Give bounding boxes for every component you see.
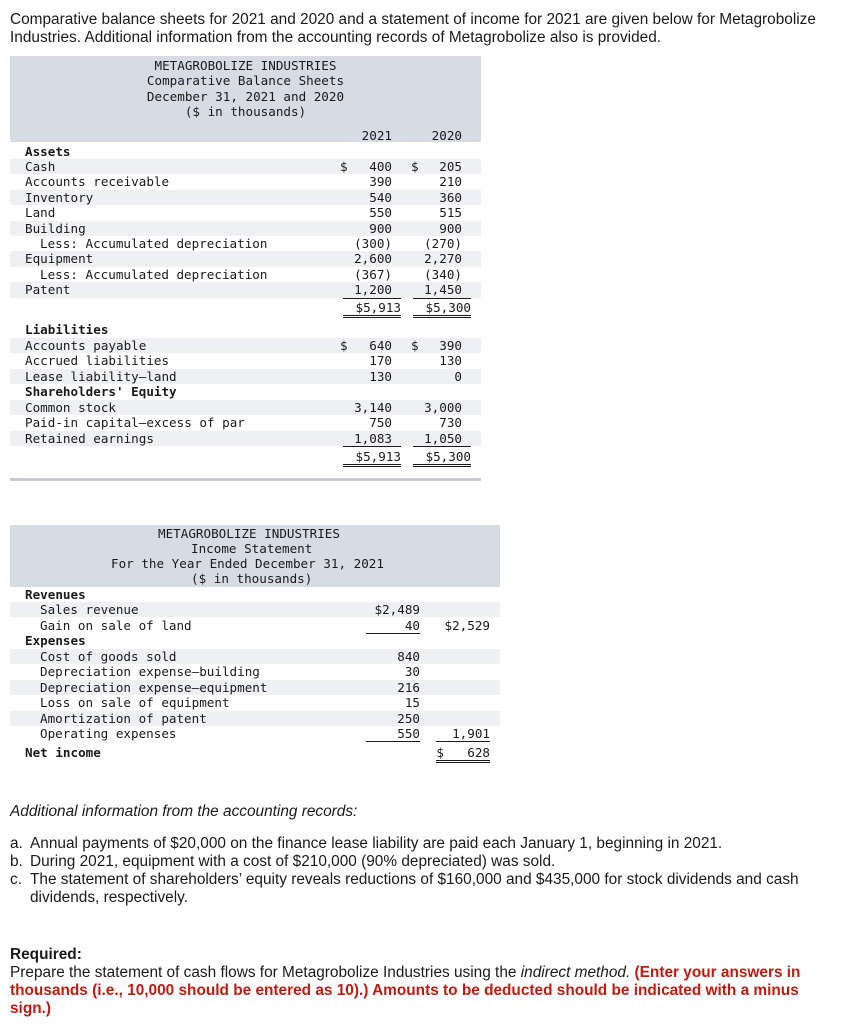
additional-item [10, 835, 830, 853]
value-2021: 3,140 [354, 400, 392, 415]
required-section [10, 946, 832, 1018]
value-2020: 390 [439, 338, 462, 353]
assets-total-2021: $5,913 [343, 300, 401, 318]
bs-title-line-3: December 31, 2021 and 2020 [146, 88, 345, 104]
row-label: Less: Accumulated depreciation [40, 236, 268, 251]
gain-sale-land-label: Gain on sale of land [40, 618, 192, 633]
col-header-2021: 2021 [361, 128, 392, 143]
value-2021: 1,200 [343, 282, 401, 298]
item-text: During 2021, equipment with a cost of $210,000 (90% depreciated) was sold. [30, 853, 556, 870]
revenues-total: $2,529 [444, 618, 490, 633]
item-marker: b. [10, 853, 23, 870]
table-row [10, 282, 481, 297]
row-label: Retained earnings [25, 430, 154, 446]
table-row [10, 236, 481, 251]
expense-value: 840 [397, 649, 420, 664]
net-income-label: Net income [25, 745, 101, 760]
value-2021: 550 [369, 205, 392, 221]
is-title-line-1: METAGROBOLIZE INDUSTRIES [158, 526, 340, 541]
row-label: Land [25, 205, 56, 221]
expense-value: 550 [366, 726, 420, 742]
expense-row [10, 711, 500, 726]
row-label: Accounts receivable [25, 174, 170, 190]
value-2020: 730 [439, 415, 462, 431]
row-label: Cash [25, 159, 56, 174]
row-label: Equipment [25, 251, 94, 267]
is-title-line-4: ($ in thousands) [191, 571, 313, 586]
item-marker: c. [10, 871, 22, 888]
value-2020: 2,270 [424, 251, 462, 267]
row-label: Inventory [25, 189, 94, 205]
additional-item [10, 853, 830, 871]
required-text-italic: indirect method. [520, 964, 631, 981]
expense-row [10, 680, 500, 695]
item-text: Annual payments of $20,000 on the finance lease liability are paid each January 1, beginning in 2021. [30, 835, 723, 852]
liabilities-heading: Liabilities [25, 322, 109, 337]
table-row [10, 369, 481, 384]
value-2021: (367) [354, 266, 392, 282]
equity-heading: Shareholders' Equity [25, 384, 177, 399]
value-2020: (270) [424, 236, 462, 251]
item-marker: a. [10, 835, 23, 852]
value-2020: 0 [454, 368, 462, 384]
expense-row [10, 664, 500, 679]
value-2021: (300) [354, 236, 392, 251]
table-row [10, 174, 481, 189]
net-income-dollar: $ [436, 745, 444, 760]
additional-item [10, 871, 830, 907]
table-row [10, 400, 481, 415]
dollar-sign-2020: $ [411, 338, 419, 353]
row-label: Less: Accumulated depreciation [40, 266, 268, 282]
value-2021: 400 [369, 159, 392, 174]
sales-revenue-label: Sales revenue [40, 602, 139, 617]
additional-information [10, 803, 830, 907]
required-text-main: Prepare the statement of cash flows for Metagrobolize Industries using the [10, 964, 521, 981]
dollar-sign-2021: $ [340, 159, 348, 174]
table-row [10, 267, 481, 282]
table-row [10, 159, 481, 174]
value-2021: 640 [369, 338, 392, 353]
expense-row [10, 695, 500, 710]
value-2020: 1,450 [413, 282, 471, 298]
value-2021: 170 [369, 353, 392, 369]
required-text [10, 964, 832, 1018]
bs-title-line-4: ($ in thousands) [184, 104, 307, 120]
sales-revenue-value: $2,489 [374, 602, 420, 617]
row-label: Lease liability–land [25, 368, 177, 384]
income-statement-header [10, 525, 500, 587]
bs-bottom-rule [10, 478, 481, 481]
col-header-2020: 2020 [431, 128, 462, 143]
required-heading: Required: [10, 946, 82, 963]
additional-list [10, 835, 830, 907]
expense-label: Cost of goods sold [40, 649, 177, 664]
value-2021: 540 [369, 189, 392, 205]
required-instructions: (Enter your answers in thousands (i.e., 10,000 should be entered as 10).) Amounts to be deducted should be indicated with a minus sign.) [10, 964, 801, 1017]
additional-heading: Additional information from the accounting records: [10, 803, 358, 820]
value-2021: 130 [369, 368, 392, 384]
table-row [10, 415, 481, 430]
le-total-2020: $5,300 [413, 449, 471, 467]
table-row [10, 353, 481, 368]
expense-row [10, 726, 500, 741]
value-2021: 390 [369, 174, 392, 190]
value-2020: 515 [439, 205, 462, 221]
row-label: Patent [25, 282, 71, 298]
is-title-line-3: For the Year Ended December 31, 2021 [111, 556, 384, 571]
value-2021: 2,600 [354, 251, 392, 267]
bs-title-line-2: Comparative Balance Sheets [146, 73, 345, 89]
intro-text: Comparative balance sheets for 2021 and 2020 and a statement of income for 2021 are given below for Metagrobolize Industries. Additional information from the accounting records of Metagrobolize also is provided. [10, 11, 816, 46]
value-2020: 205 [439, 159, 462, 174]
value-2020: 130 [439, 353, 462, 369]
expense-value: 15 [404, 695, 420, 711]
expense-label: Amortization of patent [40, 710, 207, 726]
row-label: Building [25, 220, 86, 236]
expenses-total: 1,901 [436, 726, 490, 742]
value-2020: 1,050 [413, 431, 471, 447]
item-text: The statement of shareholders’ equity reveals reductions of $160,000 and $435,000 for stock dividends and cash dividends, respectively. [30, 871, 799, 906]
assets-total-2020: $5,300 [413, 300, 471, 318]
value-2020: 210 [439, 174, 462, 190]
value-2021: 750 [369, 415, 392, 431]
value-2020: 3,000 [424, 400, 462, 415]
table-row [10, 205, 481, 220]
net-income-value: 628 [436, 745, 490, 763]
value-2021: 900 [369, 220, 392, 236]
is-title-line-2: Income Statement [191, 541, 313, 556]
income-statement-table [10, 525, 500, 770]
row-label: Common stock [25, 400, 116, 415]
value-2021: 1,083 [343, 431, 401, 447]
expense-label: Loss on sale of equipment [40, 695, 230, 711]
expense-value: 216 [397, 679, 420, 695]
revenues-heading: Revenues [25, 587, 86, 602]
row-label: Accrued liabilities [25, 353, 170, 369]
table-row [10, 221, 481, 236]
value-2020: (340) [424, 266, 462, 282]
balance-sheet-table [10, 0, 481, 486]
table-row [10, 431, 481, 446]
value-2020: 900 [439, 220, 462, 236]
expense-row [10, 649, 500, 664]
dollar-sign-2020: $ [411, 159, 419, 174]
table-row [10, 338, 481, 353]
expense-value: 250 [397, 710, 420, 726]
bs-title-line-1: METAGROBOLIZE INDUSTRIES [154, 58, 337, 73]
expense-label: Depreciation expense–building [40, 664, 260, 680]
expense-value: 30 [404, 664, 420, 680]
table-row [10, 251, 481, 266]
dollar-sign-2021: $ [340, 338, 348, 353]
value-2020: 360 [439, 189, 462, 205]
assets-heading: Assets [25, 144, 71, 159]
table-row [10, 190, 481, 205]
gain-sale-land-value: 40 [366, 618, 420, 634]
row-label: Paid-in capital–excess of par [25, 415, 245, 431]
le-total-2021: $5,913 [343, 449, 401, 467]
expense-label: Operating expenses [40, 726, 177, 741]
expense-label: Depreciation expense–equipment [40, 679, 268, 695]
expenses-heading: Expenses [25, 633, 86, 648]
row-label: Accounts payable [25, 338, 147, 353]
